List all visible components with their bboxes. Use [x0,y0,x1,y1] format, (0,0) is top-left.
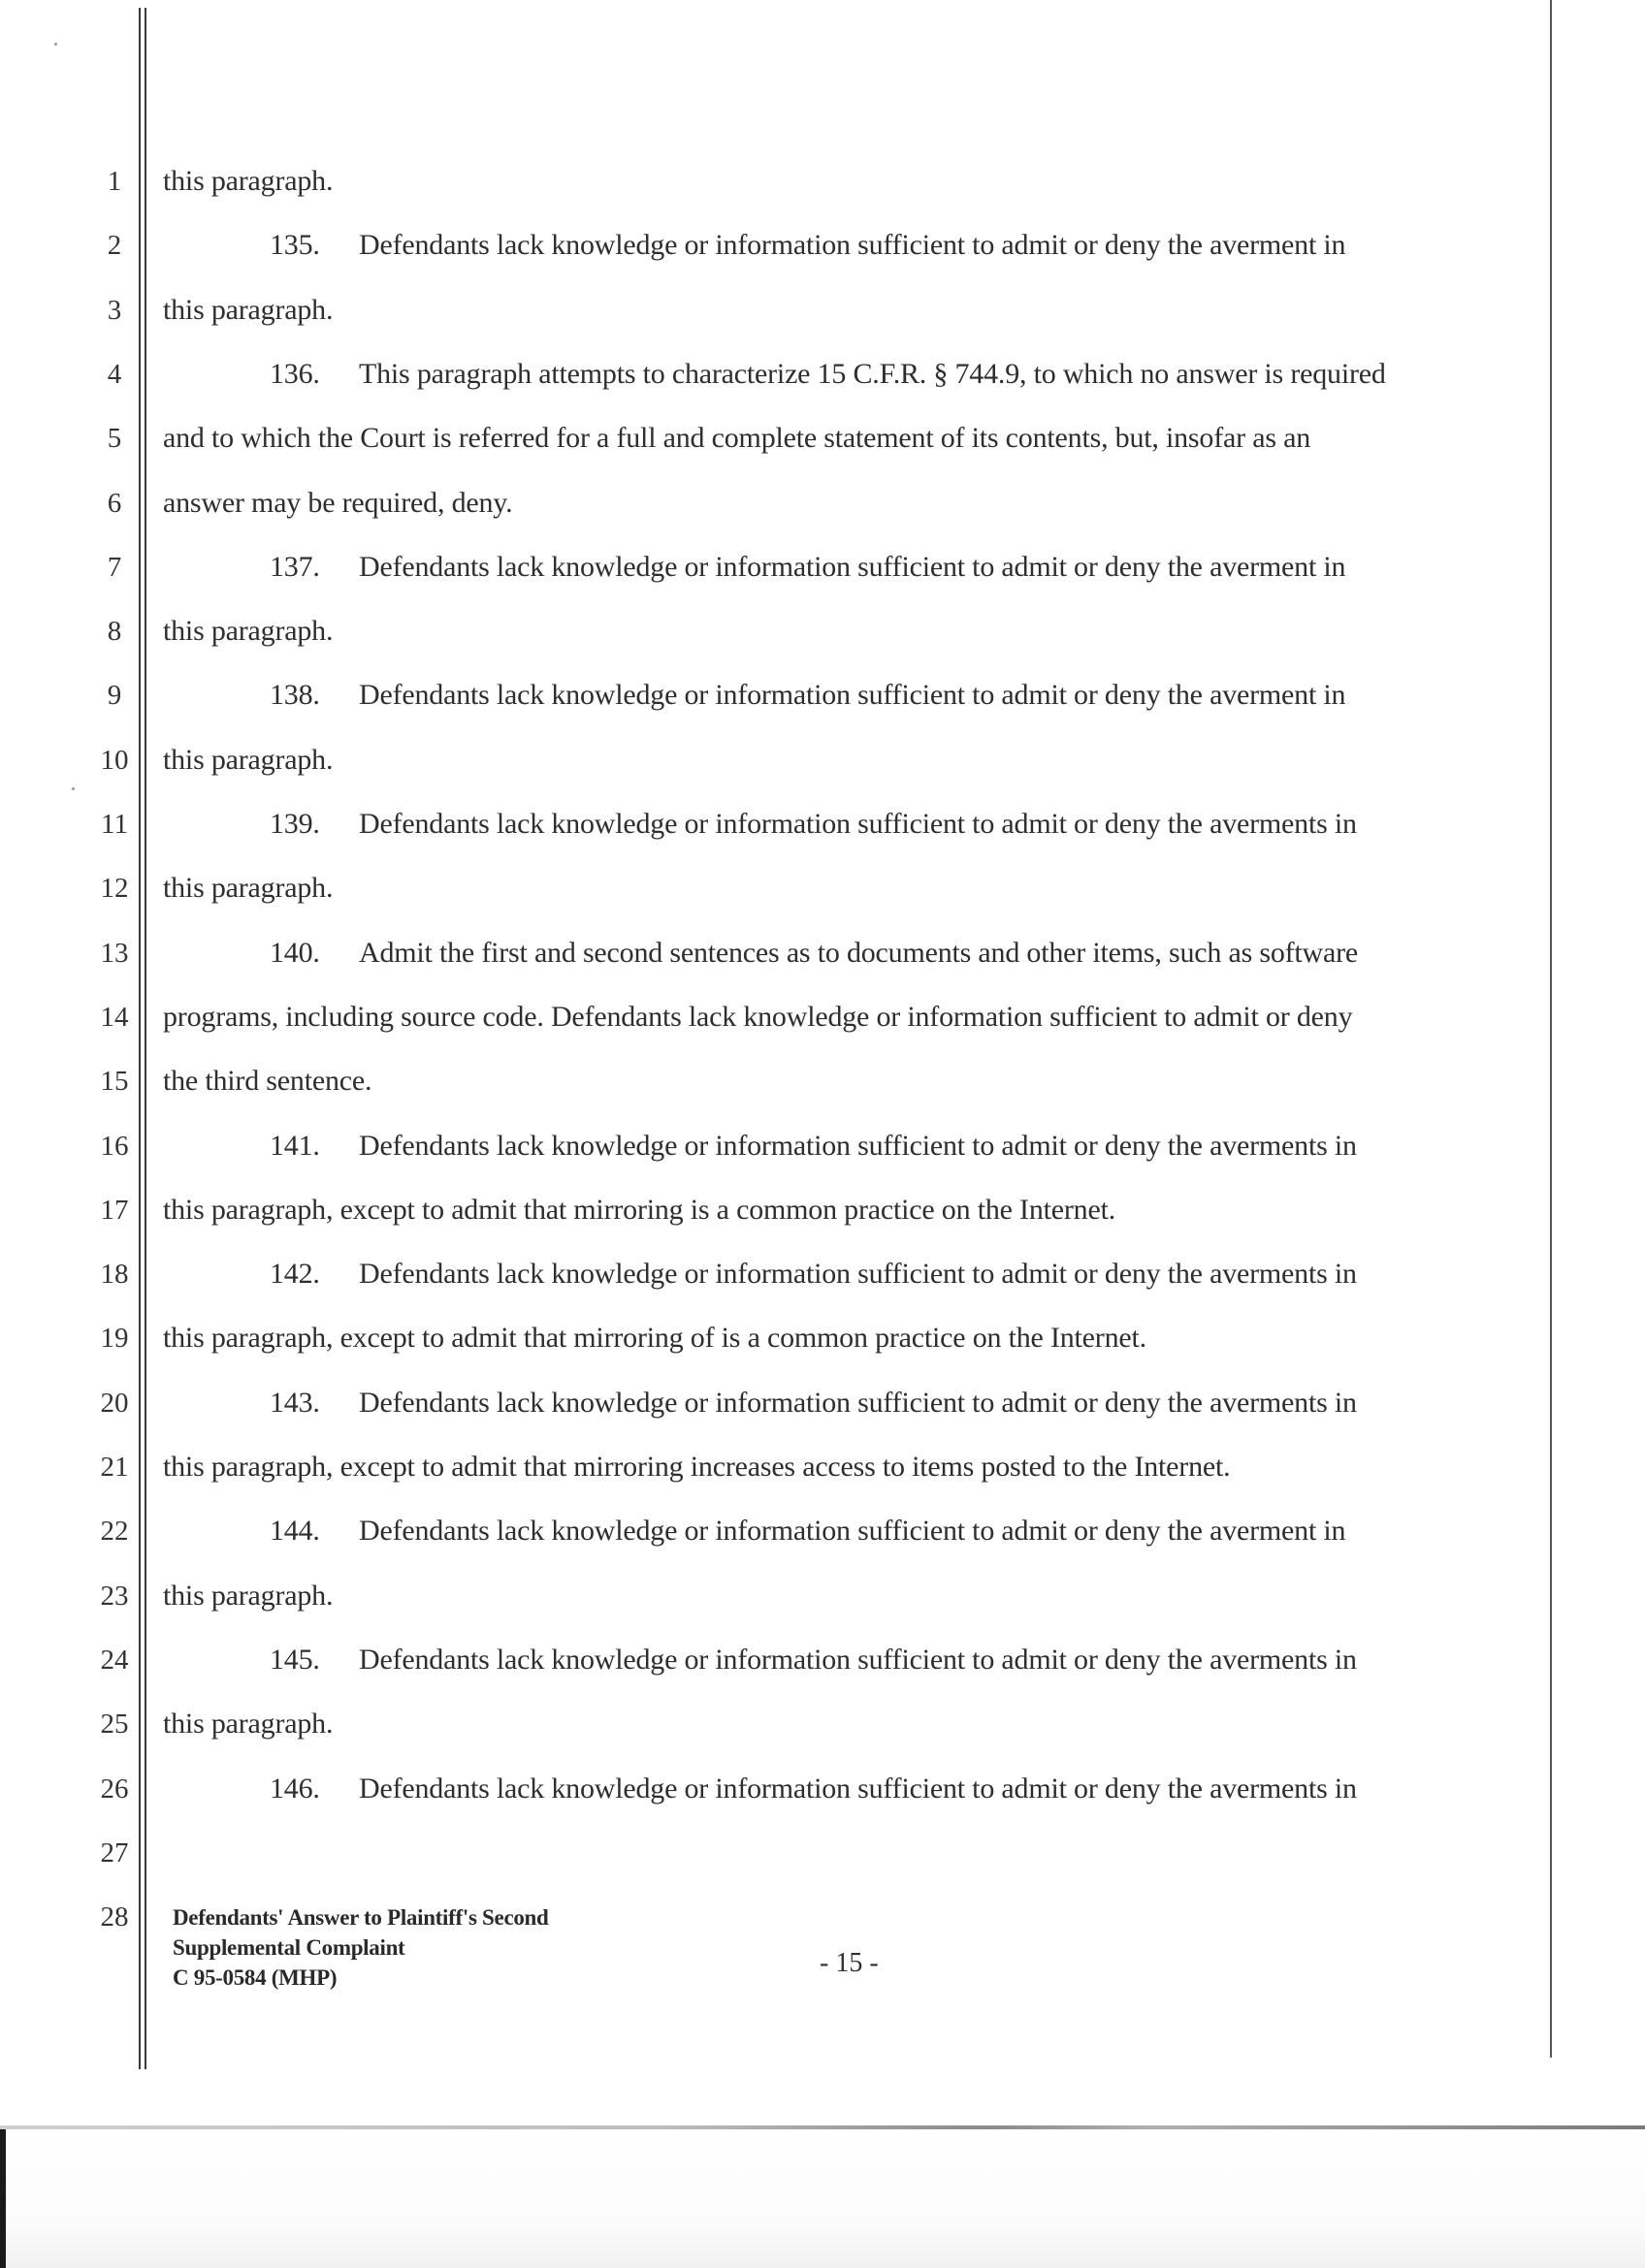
paragraph-line [163,1451,1230,1484]
line-number: 13 [100,937,129,969]
line-number: 16 [100,1130,129,1162]
paragraph-line [163,872,333,905]
paragraph-number: 146. [270,1772,320,1805]
line-text: the third sentence. [163,1065,372,1098]
line-number: 26 [100,1773,129,1805]
line-number: 8 [107,616,122,648]
line-number: 27 [100,1837,129,1869]
line-number: 12 [100,873,129,905]
line-number: 7 [107,551,122,583]
footer-document-title [173,1902,549,1993]
line-text: this paragraph, except to admit that mirroring increases access to items posted to the Internet. [163,1451,1231,1483]
line-text: Defendants lack knowledge or information sufficient to admit or deny the averments in [359,1772,1357,1805]
paragraph-number: 135. [270,229,320,262]
paragraph-number: 141. [270,1129,320,1162]
paragraph-first-line [270,1773,1357,1805]
paragraph-first-line [270,358,1386,391]
paragraph-first-line [270,679,1345,712]
line-text: this paragraph. [163,615,334,648]
line-text: Defendants lack knowledge or information sufficient to admit or deny the averments in [359,1129,1357,1162]
paragraph-number: 145. [270,1643,320,1676]
paragraph-line [163,422,1310,455]
line-number: 22 [100,1516,129,1548]
line-text: Defendants lack knowledge or information sufficient to admit or deny the averments in [359,808,1357,840]
line-number: 14 [100,1001,129,1033]
line-number: 28 [100,1901,129,1933]
line-number: 21 [100,1452,129,1483]
paragraph-line [163,1001,1352,1034]
line-text: Defendants lack knowledge or information sufficient to admit or deny the averment in [359,1515,1346,1548]
line-text: answer may be required, deny. [163,486,513,519]
line-number: 11 [101,809,128,840]
line-text: Defendants lack knowledge or information sufficient to admit or deny the averments in [359,1386,1357,1419]
line-text: and to which the Court is referred for a full and complete statement of its contents, but, insofar as an [163,422,1311,455]
paragraph-number: 144. [270,1515,320,1548]
paragraph-number: 143. [270,1386,320,1419]
line-text: this paragraph. [163,872,334,905]
paragraph-first-line [270,808,1357,841]
page-number: - 15 - [820,1948,879,1978]
line-text: this paragraph, except to admit that mirroring is a common practice on the Internet. [163,1193,1116,1226]
line-number: 1 [107,166,122,197]
line-number: 4 [107,358,122,390]
paragraph-line [163,1194,1115,1227]
paragraph-number: 139. [270,808,320,840]
paragraph-first-line [270,1387,1357,1420]
line-text: this paragraph. [163,293,334,326]
paragraph-first-line [270,1130,1357,1163]
paragraph-line [163,1708,333,1741]
left-margin-rule-inner [145,8,146,2069]
paragraph-first-line [270,229,1345,262]
line-text: Defendants lack knowledge or information sufficient to admit or deny the averment in [359,679,1346,712]
paragraph-number: 142. [270,1258,320,1291]
scanner-background [0,2129,1645,2268]
line-text: Defendants lack knowledge or information sufficient to admit or deny the averment in [359,550,1346,583]
paragraph-number: 138. [270,679,320,712]
scanner-shadow [0,2129,6,2268]
line-number: 18 [100,1259,129,1291]
left-margin-rule [139,8,141,2069]
paragraph-line [163,487,512,520]
line-text: this paragraph, except to admit that mirroring of is a common practice on the Internet. [163,1322,1146,1355]
paragraph-line [163,1065,371,1098]
paragraph-number: 140. [270,936,320,969]
paragraph-line [163,294,333,327]
line-number: 5 [107,423,122,455]
paragraph-line [163,744,333,777]
line-number: 15 [100,1066,129,1098]
scan-speck [54,43,57,46]
line-text: Admit the first and second sentences as to documents and other items, such as software [359,936,1359,969]
paragraph-first-line [270,1258,1357,1291]
line-text: This paragraph attempts to characterize 15 C.F.R. § 744.9, to which no answer is required [359,357,1386,390]
line-number: 25 [100,1709,129,1741]
paragraph-line [163,1580,333,1613]
line-number: 3 [107,294,122,326]
paragraph-number: 136. [270,357,320,390]
footer-title-line-2: Supplemental Complaint [173,1935,405,1960]
line-text: programs, including source code. Defendants lack knowledge or information sufficient to admit or deny [163,1000,1353,1033]
line-text: this paragraph. [163,165,334,197]
line-number: 17 [100,1194,129,1226]
right-margin-rule [1550,0,1552,2058]
paragraph-number: 137. [270,550,320,583]
footer-title-line-1: Defendants' Answer to Plaintiff's Second [173,1905,549,1930]
line-text: this paragraph. [163,1708,334,1741]
scan-speck [72,787,75,790]
paragraph-first-line [270,1515,1345,1548]
line-number: 6 [107,487,122,519]
footer-case-number: C 95-0584 (MHP) [173,1965,338,1990]
line-number: 20 [100,1387,129,1419]
line-text: this paragraph. [163,743,334,776]
line-number: 10 [100,744,129,776]
paragraph-line [163,1322,1146,1355]
line-text: Defendants lack knowledge or information sufficient to admit or deny the averments in [359,1258,1357,1291]
line-number: 23 [100,1580,129,1612]
paragraph-first-line [270,551,1345,584]
paragraph-line [163,165,333,198]
line-number: 19 [100,1323,129,1355]
line-text: Defendants lack knowledge or information sufficient to admit or deny the averment in [359,229,1346,262]
line-text: this paragraph. [163,1579,334,1612]
line-number: 2 [107,230,122,262]
paragraph-first-line [270,1644,1357,1677]
paragraph-first-line [270,937,1358,970]
line-number: 9 [107,680,122,712]
paragraph-line [163,615,333,648]
line-text: Defendants lack knowledge or information sufficient to admit or deny the averments in [359,1643,1357,1676]
line-number: 24 [100,1644,129,1676]
